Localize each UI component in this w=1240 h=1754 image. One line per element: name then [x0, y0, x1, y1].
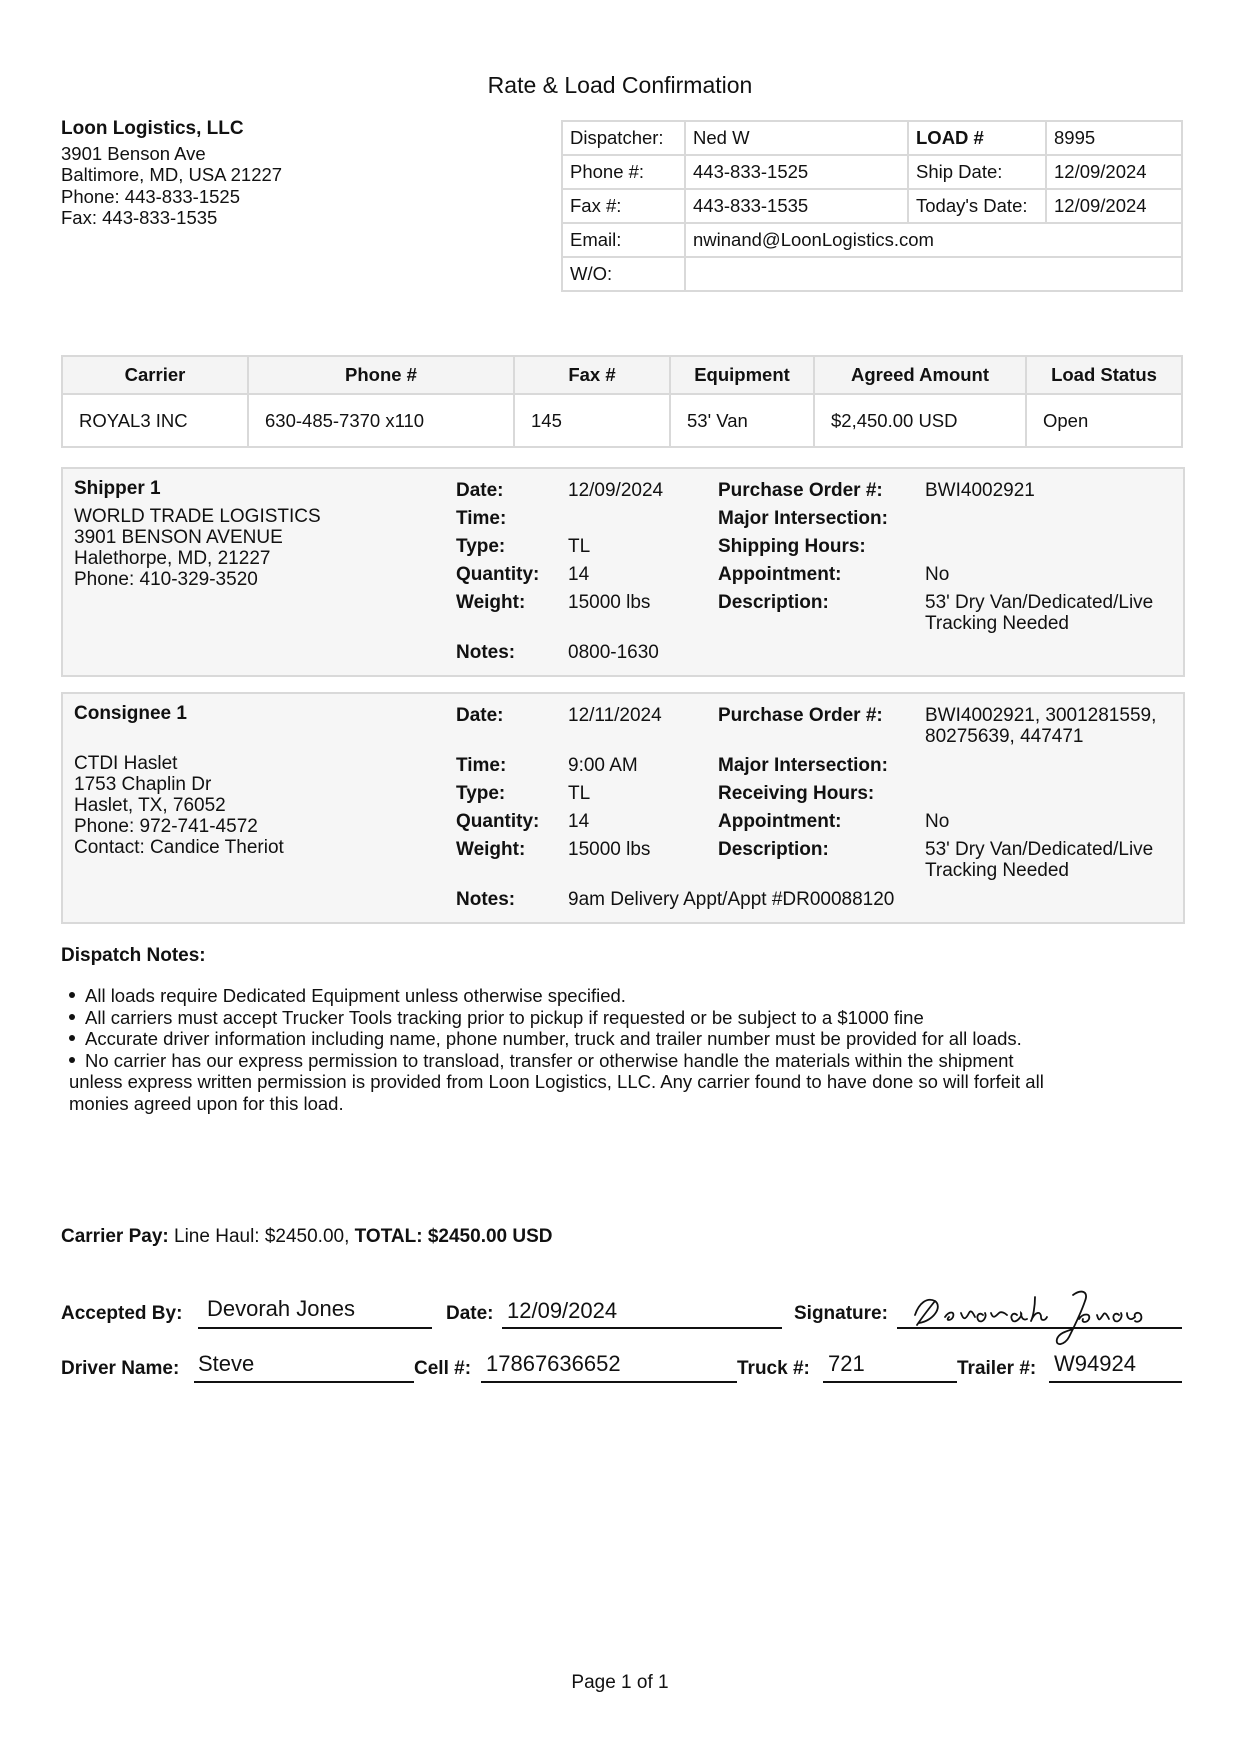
dispatch-note-text: All loads require Dedicated Equipment unless otherwise specified. [85, 985, 626, 1006]
cell-line [481, 1381, 737, 1383]
consignee-description-line1: 53' Dry Van/Dedicated/Live [925, 839, 1154, 860]
page-number: Page 1 of 1 [571, 1672, 669, 1693]
consignee-heading: Consignee 1 [74, 703, 187, 724]
shipper-quantity-label: Quantity: [456, 564, 540, 585]
truck-value: 721 [828, 1351, 865, 1376]
shipper-notes-value: 0800-1630 [568, 642, 659, 663]
bullet-icon [69, 992, 75, 998]
equipment-header: Equipment [670, 356, 814, 394]
shipper-address-line2: Halethorpe, MD, 21227 [74, 548, 271, 569]
agreed-amount-cell: $2,450.00 USD [814, 394, 1026, 447]
accept-date-label: Date: [446, 1303, 494, 1324]
company-address-line1: 3901 Benson Ave [61, 142, 206, 164]
company-phone: Phone: 443-833-1525 [61, 185, 240, 207]
shipping-hours-label: Shipping Hours: [718, 536, 866, 557]
consignee-type-label: Type: [456, 783, 506, 804]
consignee-weight-label: Weight: [456, 839, 526, 860]
dispatch-fax-value: 443-833-1535 [685, 189, 908, 223]
consignee-description-label: Description: [718, 839, 829, 860]
consignee-appointment-label: Appointment: [718, 811, 842, 832]
consignee-po-value [925, 705, 1156, 747]
consignee-time-value: 9:00 AM [568, 755, 638, 776]
dispatch-fax-label: Fax #: [562, 189, 685, 223]
consignee-address-line2: Haslet, TX, 76052 [74, 795, 226, 816]
shipper-date-value: 12/09/2024 [568, 480, 664, 501]
carrier-pay-label: Carrier Pay: [61, 1226, 169, 1247]
dispatch-notes-title: Dispatch Notes: [61, 945, 206, 966]
bullet-icon [69, 1014, 75, 1020]
consignee-weight-value: 15000 lbs [568, 839, 651, 860]
shipper-weight-value: 15000 lbs [568, 592, 651, 613]
bullet-icon [69, 1057, 75, 1063]
consignee-phone: Phone: 972-741-4572 [74, 816, 258, 837]
carrier-name-cell: ROYAL3 INC [62, 394, 248, 447]
consignee-quantity-value: 14 [568, 811, 590, 832]
trailer-line [1049, 1381, 1182, 1383]
signature-line [897, 1327, 1182, 1329]
dispatch-phone-label: Phone #: [562, 155, 685, 189]
shipper-address [74, 478, 321, 590]
shipper-notes-label: Notes: [456, 642, 516, 663]
carrier-phone-cell: 630-485-7370 x110 [248, 394, 514, 447]
dispatcher-value: Ned W [685, 121, 908, 155]
ship-date-label: Ship Date: [908, 155, 1046, 189]
load-status-header: Load Status [1026, 356, 1182, 394]
consignee-notes-value: 9am Delivery Appt/Appt #DR00088120 [568, 889, 895, 910]
trailer-value: W94924 [1054, 1351, 1136, 1376]
accept-date-line [502, 1327, 782, 1329]
todays-date-label: Today's Date: [908, 189, 1046, 223]
dispatch-info-table [561, 120, 1183, 292]
load-number-label: LOAD # [908, 121, 1046, 155]
company-info [61, 118, 282, 229]
dispatch-note-text: No carrier has our express permission to transload, transfer or otherwise handle the materials within the shipment [85, 1049, 1014, 1071]
carrier-pay [61, 1226, 553, 1248]
shipper-name: WORLD TRADE LOGISTICS [74, 506, 321, 527]
driver-name-label: Driver Name: [61, 1358, 180, 1379]
dispatch-note-item [61, 1007, 1181, 1029]
dispatcher-label: Dispatcher: [562, 121, 685, 155]
wo-label: W/O: [562, 257, 685, 291]
shipper-description-line1: 53' Dry Van/Dedicated/Live [925, 592, 1154, 613]
driver-name-line [194, 1381, 414, 1383]
shipper-description-value [925, 592, 1153, 634]
dispatch-note-text: All carriers must accept Trucker Tools tracking prior to pickup if requested or be subject to a $1000 fine [85, 1006, 924, 1028]
dispatch-note-item [61, 985, 1181, 1007]
email-label: Email: [562, 223, 685, 257]
consignee-address [74, 703, 284, 858]
phone-header: Phone # [248, 356, 514, 394]
carrier-fax-cell: 145 [514, 394, 670, 447]
dispatch-note-continuation: unless express written permission is provided from Loon Logistics, LLC. Any carrier found to have done so will forfeit all [69, 1071, 1044, 1092]
agreed-amount-header: Agreed Amount [814, 356, 1026, 394]
shipper-intersection-label: Major Intersection: [718, 508, 888, 529]
consignee-po-line2: 80275639, 447471 [925, 726, 1084, 747]
dispatch-note-item [61, 1028, 1181, 1050]
trailer-label: Trailer #: [957, 1358, 1037, 1379]
shipper-address-line1: 3901 BENSON AVENUE [74, 527, 283, 548]
line-haul-value: Line Haul: $2450.00, [174, 1226, 350, 1247]
signature-label: Signature: [794, 1303, 888, 1324]
consignee-date-label: Date: [456, 705, 504, 726]
consignee-quantity-label: Quantity: [456, 811, 540, 832]
total-label: TOTAL: [354, 1226, 423, 1247]
bullet-icon [69, 1035, 75, 1041]
shipper-time-label: Time: [456, 508, 507, 529]
consignee-type-value: TL [568, 783, 591, 804]
consignee-po-line1: BWI4002921, 3001281559, [925, 705, 1157, 726]
truck-label: Truck #: [737, 1358, 810, 1379]
consignee-time-label: Time: [456, 755, 507, 776]
shipper-quantity-value: 14 [568, 564, 590, 585]
carrier-header: Carrier [62, 356, 248, 394]
load-status-cell: Open [1026, 394, 1182, 447]
shipper-section [61, 467, 1185, 677]
receiving-hours-label: Receiving Hours: [718, 783, 875, 804]
fax-header: Fax # [514, 356, 670, 394]
wo-value [685, 257, 1182, 291]
shipper-type-label: Type: [456, 536, 506, 557]
total-value: $2450.00 USD [427, 1226, 553, 1247]
cell-label: Cell #: [414, 1358, 472, 1379]
consignee-description-value [925, 839, 1153, 881]
truck-line [823, 1381, 957, 1383]
company-fax: Fax: 443-833-1535 [61, 207, 218, 228]
shipper-weight-label: Weight: [456, 592, 526, 613]
dispatch-note-continuation: monies agreed upon for this load. [69, 1092, 344, 1114]
shipper-description-label: Description: [718, 592, 829, 613]
dispatch-note-text: Accurate driver information including name, phone number, truck and trailer number must be provided for all loads. [85, 1028, 1022, 1049]
shipper-date-label: Date: [456, 480, 504, 501]
dispatch-notes-list [61, 985, 1181, 1114]
document-title: Rate & Load Confirmation [487, 72, 753, 98]
consignee-contact: Contact: Candice Theriot [74, 837, 284, 858]
consignee-address-line1: 1753 Chaplin Dr [74, 774, 212, 795]
consignee-description-line2: Tracking Needed [925, 860, 1069, 881]
ship-date-value: 12/09/2024 [1046, 155, 1182, 189]
consignee-name: CTDI Haslet [74, 753, 178, 774]
consignee-section [61, 692, 1185, 924]
shipper-appointment-label: Appointment: [718, 564, 842, 585]
email-value: nwinand@LoonLogistics.com [685, 223, 1182, 257]
consignee-notes-label: Notes: [456, 889, 516, 910]
equipment-cell: 53' Van [670, 394, 814, 447]
shipper-description-line2: Tracking Needed [925, 613, 1069, 634]
company-address-line2: Baltimore, MD, USA 21227 [61, 164, 283, 185]
signature-image [905, 1283, 1155, 1353]
consignee-appointment-value: No [925, 811, 950, 832]
accepted-by-line [198, 1327, 432, 1329]
shipper-phone: Phone: 410-329-3520 [74, 569, 258, 590]
cell-value: 17867636652 [486, 1351, 621, 1376]
driver-name-value: Steve [198, 1351, 255, 1376]
shipper-po-value: BWI4002921 [925, 480, 1035, 501]
shipper-po-label: Purchase Order #: [718, 480, 883, 501]
shipper-appointment-value: No [925, 564, 950, 585]
load-number-value: 8995 [1046, 121, 1182, 155]
accept-date-value: 12/09/2024 [507, 1298, 618, 1323]
consignee-intersection-label: Major Intersection: [718, 755, 888, 776]
dispatch-phone-value: 443-833-1525 [685, 155, 908, 189]
shipper-type-value: TL [568, 536, 591, 557]
accepted-by-label: Accepted By: [61, 1303, 183, 1324]
accepted-by-value: Devorah Jones [207, 1296, 355, 1321]
todays-date-value: 12/09/2024 [1046, 189, 1182, 223]
dispatch-note-item [61, 1050, 1181, 1072]
consignee-date-value: 12/11/2024 [568, 705, 662, 726]
shipper-heading: Shipper 1 [74, 478, 161, 499]
carrier-table [61, 355, 1183, 448]
company-name: Loon Logistics, LLC [61, 118, 244, 139]
consignee-po-label: Purchase Order #: [718, 705, 883, 726]
